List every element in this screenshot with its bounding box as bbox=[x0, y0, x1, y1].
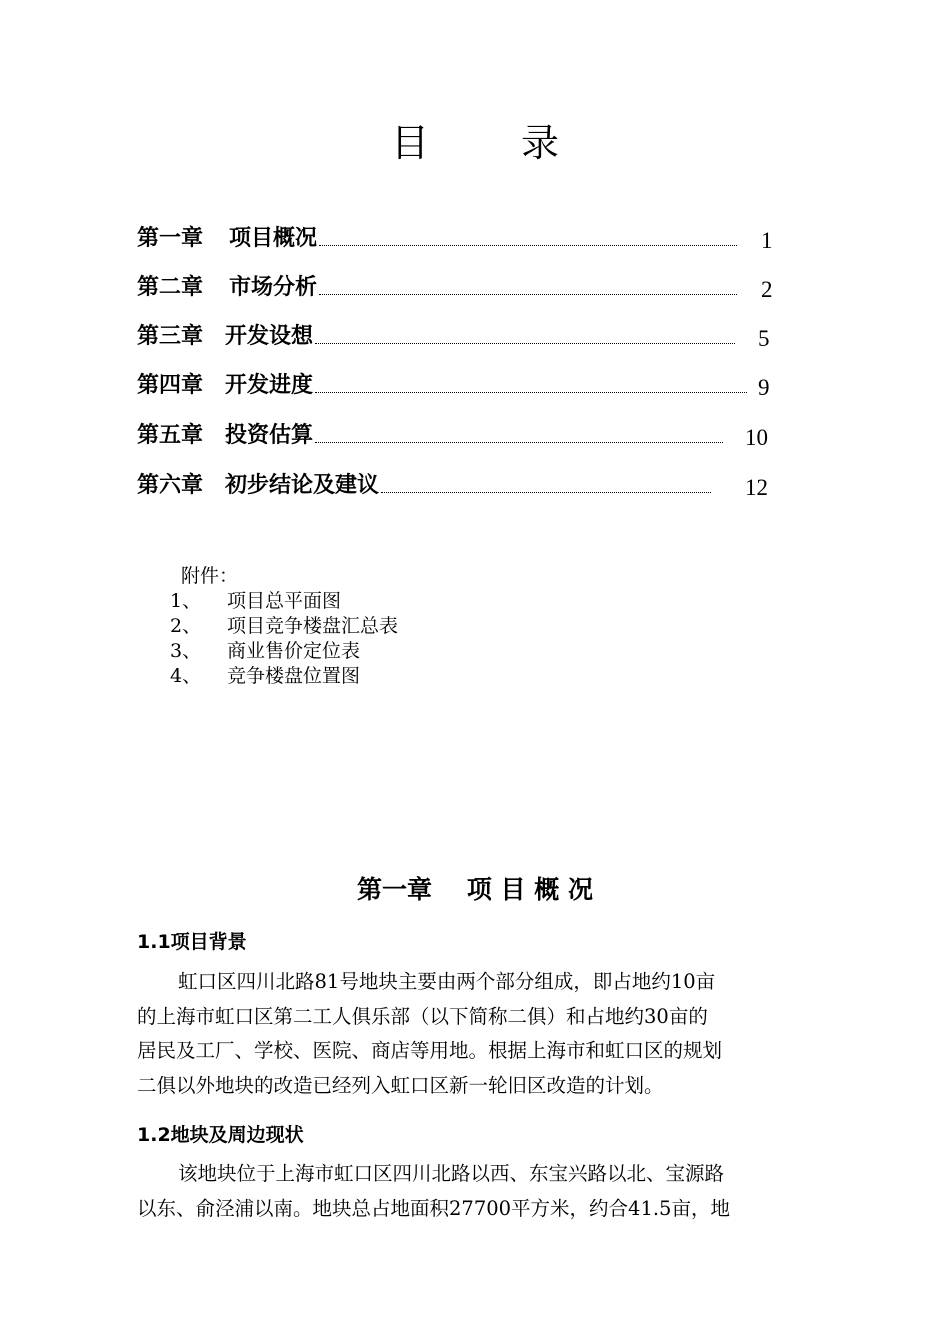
toc-chapter-name: 项目概况 bbox=[229, 226, 318, 251]
section-paragraph bbox=[137, 1157, 817, 1226]
toc-chapter-name: 市场分析 bbox=[229, 275, 318, 300]
toc-chapter-name: 开发设想 bbox=[225, 324, 314, 349]
toc-chapter-number: 第六章 bbox=[137, 473, 204, 498]
toc-entry-5[interactable] bbox=[137, 419, 777, 449]
toc-entry-1[interactable] bbox=[137, 222, 777, 252]
toc-leader-dots bbox=[381, 491, 711, 493]
attachment-item bbox=[170, 611, 398, 638]
paragraph-line: 以东、俞泾浦以南。地块总占地面积27700平方米，约合41.5亩，地 bbox=[137, 1196, 730, 1220]
toc-title-char-1: 目 bbox=[390, 121, 429, 165]
attachment-text: 商业售价定位表 bbox=[227, 640, 361, 662]
toc-chapter-number: 第一章 bbox=[137, 226, 204, 251]
toc-entry-2[interactable] bbox=[137, 271, 777, 301]
paragraph-line: 虹口区四川北路81号地块主要由两个部分组成，即占地约10亩 bbox=[178, 970, 716, 993]
attachment-text: 项目竞争楼盘汇总表 bbox=[227, 615, 399, 637]
toc-chapter-name: 投资估算 bbox=[225, 423, 314, 448]
section-paragraph bbox=[137, 965, 817, 1103]
attachment-number: 3、 bbox=[170, 640, 202, 662]
attachment-number: 4、 bbox=[170, 665, 202, 687]
toc-page-number: 1 bbox=[761, 228, 773, 253]
toc-leader-dots bbox=[315, 342, 735, 344]
toc-chapter-number: 第五章 bbox=[137, 423, 204, 448]
attachment-item bbox=[170, 661, 360, 688]
toc-leader-dots bbox=[319, 293, 737, 295]
paragraph-line: 的上海市虹口区第二工人俱乐部（以下简称二俱）和占地约30亩的 bbox=[137, 1004, 708, 1028]
paragraph-line: 该地块位于上海市虹口区四川北路以西、东宝兴路以北、宝源路 bbox=[178, 1162, 725, 1185]
paragraph-line: 居民及工厂、学校、医院、商店等用地。根据上海市和虹口区的规划 bbox=[137, 1039, 723, 1062]
chapter-heading: 第一章 项 目 概 况 bbox=[357, 875, 593, 904]
toc-title-char-2: 录 bbox=[521, 121, 560, 165]
attachments-label: 附件： bbox=[181, 565, 239, 587]
toc-leader-dots bbox=[315, 391, 747, 393]
attachment-text: 竞争楼盘位置图 bbox=[227, 665, 361, 687]
toc-entry-4[interactable] bbox=[137, 369, 777, 399]
attachment-text: 项目总平面图 bbox=[227, 590, 342, 612]
toc-chapter-name: 开发进度 bbox=[225, 373, 314, 398]
toc-leader-dots bbox=[319, 244, 737, 246]
toc-page-number: 5 bbox=[758, 326, 770, 351]
toc-page-number: 9 bbox=[758, 375, 770, 400]
section-heading: 1.2地块及周边现状 bbox=[137, 1124, 304, 1146]
toc-chapter-number: 第三章 bbox=[137, 324, 204, 349]
paragraph-line: 二俱以外地块的改造已经列入虹口区新一轮旧区改造的计划。 bbox=[137, 1073, 664, 1097]
toc-page-number: 10 bbox=[745, 425, 768, 450]
toc-title bbox=[0, 112, 950, 167]
attachment-number: 1、 bbox=[170, 590, 202, 612]
toc-page-number: 2 bbox=[761, 277, 773, 302]
toc-chapter-number: 第二章 bbox=[137, 275, 204, 300]
attachment-item bbox=[170, 636, 360, 663]
toc-leader-dots bbox=[315, 441, 723, 443]
toc-chapter-number: 第四章 bbox=[137, 373, 204, 398]
toc-entry-6[interactable] bbox=[137, 469, 777, 499]
toc-chapter-name: 初步结论及建议 bbox=[225, 473, 380, 498]
attachment-item bbox=[170, 586, 341, 613]
section-heading: 1.1项目背景 bbox=[137, 931, 247, 953]
toc-page-number: 12 bbox=[745, 475, 768, 500]
toc-entry-3[interactable] bbox=[137, 320, 777, 350]
attachment-number: 2、 bbox=[170, 615, 202, 637]
